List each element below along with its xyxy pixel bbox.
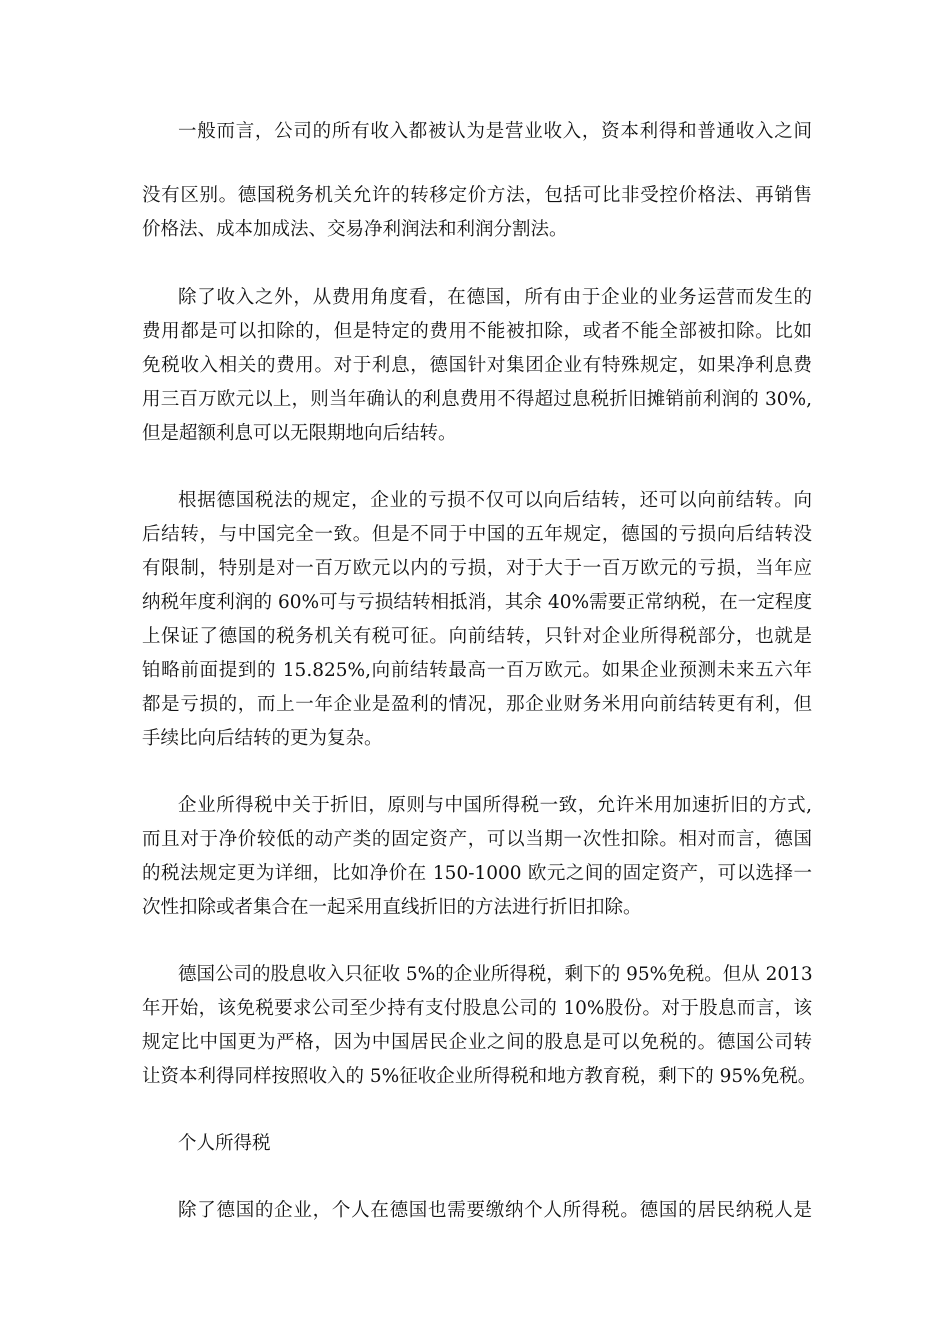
paragraph-line: 用三百万欧元以上，则当年确认的利息费用不得超过息税折旧摊销前利润的 30%,: [142, 389, 812, 410]
paragraph-line: 根据德国税法的规定，企业的亏损不仅可以向后结转，还可以向前结转。向: [178, 490, 812, 511]
paragraph-line: 纳税年度利润的 60%可与亏损结转相抵消，其余 40%需要正常纳税，在一定程度: [142, 592, 812, 613]
paragraph-line: 免税收入相关的费用。对于利息，德国针对集团企业有特殊规定，如果净利息费: [142, 355, 812, 376]
paragraph-line: 德国公司的股息收入只征收 5%的企业所得税，剩下的 95%免税。但从 2013: [178, 964, 813, 985]
paragraph-line: 除了德国的企业，个人在德国也需要缴纳个人所得税。德国的居民纳税人是: [178, 1200, 812, 1221]
paragraph-line: 没有区别。德国税务机关允许的转移定价方法，包括可比非受控价格法、再销售: [142, 185, 812, 206]
paragraph-line: 后结转，与中国完全一致。但是不同于中国的五年规定，德国的亏损向后结转没: [142, 524, 812, 545]
paragraph-line: 除了收入之外，从费用角度看，在德国，所有由于企业的业务运营而发生的: [178, 287, 812, 308]
paragraph-line: 上保证了德国的税务机关有税可征。向前结转，只针对企业所得税部分，也就是: [142, 626, 812, 647]
paragraph-line: 有限制，特别是对一百万欧元以内的亏损，对于大于一百万欧元的亏损，当年应: [142, 558, 812, 579]
paragraph-line: 价格法、成本加成法、交易净利润法和利润分割法。: [142, 219, 568, 240]
paragraph-line: 让资本利得同样按照收入的 5%征收企业所得税和地方教育税，剩下的 95%免税。: [142, 1066, 817, 1087]
paragraph-line: 年开始，该免税要求公司至少持有支付股息公司的 10%股份。对于股息而言，该: [142, 998, 812, 1019]
paragraph-line: 但是超额利息可以无限期地向后结转。: [142, 423, 457, 444]
paragraph-line: 的税法规定更为详细，比如净价在 150-1000 欧元之间的固定资产，可以选择一: [142, 863, 812, 884]
paragraph-line: 都是亏损的，而上一年企业是盈利的情况，那企业财务米用向前结转更有利，但: [142, 694, 812, 715]
section-heading: 个人所得税: [178, 1133, 271, 1154]
paragraph-line: 而且对于净价较低的动产类的固定资产，可以当期一次性扣除。相对而言，德国: [142, 829, 812, 850]
paragraph-line: 手续比向后结转的更为复杂。: [142, 728, 383, 749]
paragraph-line: 铂略前面提到的 15.825%,向前结转最高一百万欧元。如果企业预测未来五六年: [142, 660, 812, 681]
paragraph-line: 费用都是可以扣除的，但是特定的费用不能被扣除，或者不能全部被扣除。比如: [142, 321, 812, 342]
paragraph-line: 一般而言，公司的所有收入都被认为是营业收入，资本利得和普通收入之间: [178, 121, 812, 142]
paragraph-line: 企业所得税中关于折旧，原则与中国所得税一致，允许米用加速折旧的方式,: [178, 795, 812, 816]
paragraph-line: 次性扣除或者集合在一起采用直线折旧的方法进行折旧扣除。: [142, 897, 642, 918]
paragraph-line: 规定比中国更为严格，因为中国居民企业之间的股息是可以免税的。德国公司转: [142, 1032, 812, 1053]
